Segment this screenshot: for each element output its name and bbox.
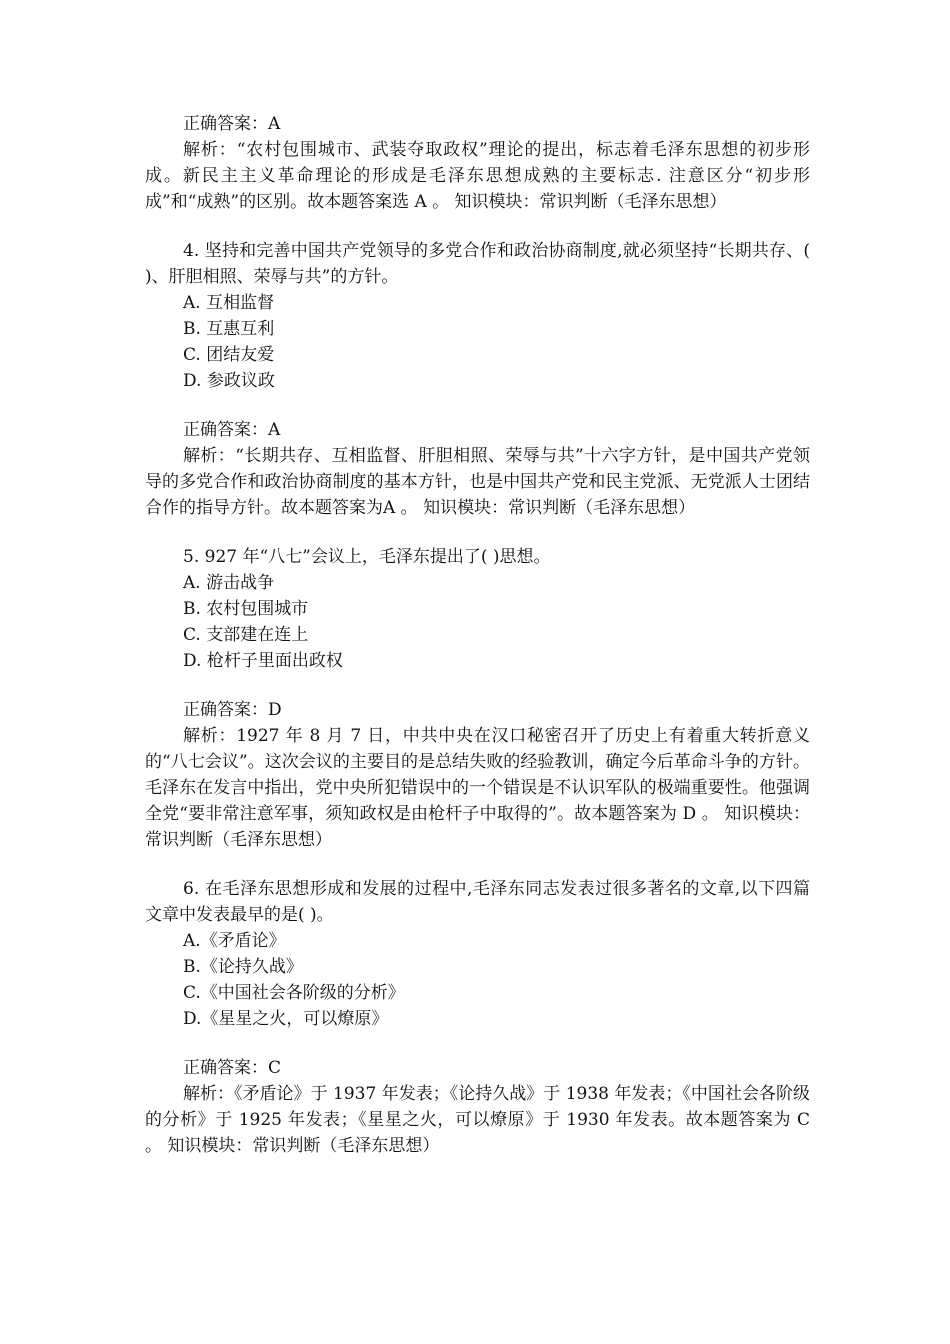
spacer <box>145 1032 810 1055</box>
answer-3: 正确答案：A <box>183 114 281 134</box>
question-5-option-d: D. 枪杆子里面出政权 <box>183 651 343 671</box>
question-5-option-a: A. 游击战争 <box>183 573 275 593</box>
question-6-option-d: D.《星星之火，可以燎原》 <box>183 1009 389 1029</box>
question-6-option-b: B.《论持久战》 <box>183 957 303 977</box>
analysis-3: 解析：“农村包围城市、武装夺取政权”理论的提出，标志着毛泽东思想的初步形成。新民主主义革命理论的形成是毛泽东思想成熟的主要标志. 注意区分“初步形成”和“成熟”的区别。故本题答案选 A 。 知识模块：常识判断（毛泽东思想） <box>145 140 810 212</box>
question-5: 5. 927 年“八七”会议上，毛泽东提出了( )思想。 <box>183 547 551 567</box>
question-4-option-c: C. 团结友爱 <box>183 345 275 365</box>
spacer <box>145 674 810 697</box>
document-page <box>145 111 810 1159</box>
question-4: 4. 坚持和完善中国共产党领导的多党合作和政治协商制度,就必须坚持“长期共存、( )、肝胆相照、荣辱与共”的方针。 <box>145 241 810 287</box>
analysis-4: 解析：“长期共存、互相监督、肝胆相照、荣辱与共”十六字方针，是中国共产党领导的多党合作和政治协商制度的基本方针，也是中国共产党和民主党派、无党派人士团结合作的指导方针。故本题答案为A 。 知识模块：常识判断（毛泽东思想） <box>145 446 810 518</box>
question-4-option-d: D. 参政议政 <box>183 371 275 391</box>
answer-6: 正确答案：C <box>183 1058 282 1078</box>
analysis-6: 解析：《矛盾论》于 1937 年发表；《论持久战》于 1938 年发表；《中国社会各阶级的分析》于 1925 年发表；《星星之火，可以燎原》于 1930 年发表。故本题答案为 C 。 知识模块：常识判断（毛泽东思想） <box>145 1084 810 1156</box>
question-6-option-a: A.《矛盾论》 <box>183 931 286 951</box>
spacer <box>145 853 810 876</box>
question-4-option-b: B. 互惠互利 <box>183 319 275 339</box>
question-6-option-c: C.《中国社会各阶级的分析》 <box>183 983 405 1003</box>
analysis-5: 解析：1927 年 8 月 7 日，中共中央在汉口秘密召开了历史上有着重大转折意义的“八七会议”。这次会议的主要目的是总结失败的经验教训，确定今后革命斗争的方针。毛泽东在发言中指出，党中央所犯错误中的一个错误是不认识军队的极端重要性。他强调全党“要非常注意军事，须知政权是由枪杆子中取得的”。故本题答案为 D 。 知识模块：常识判断（毛泽东思想） <box>145 726 810 850</box>
spacer <box>145 521 810 544</box>
question-4-option-a: A. 互相监督 <box>183 293 275 313</box>
question-5-option-b: B. 农村包围城市 <box>183 599 309 619</box>
question-6: 6. 在毛泽东思想形成和发展的过程中,毛泽东同志发表过很多著名的文章,以下四篇文章中发表最早的是( )。 <box>145 879 810 925</box>
answer-5: 正确答案：D <box>183 700 282 720</box>
answer-4: 正确答案：A <box>183 420 281 440</box>
spacer <box>145 394 810 417</box>
spacer <box>145 215 810 238</box>
question-5-option-c: C. 支部建在连上 <box>183 625 309 645</box>
